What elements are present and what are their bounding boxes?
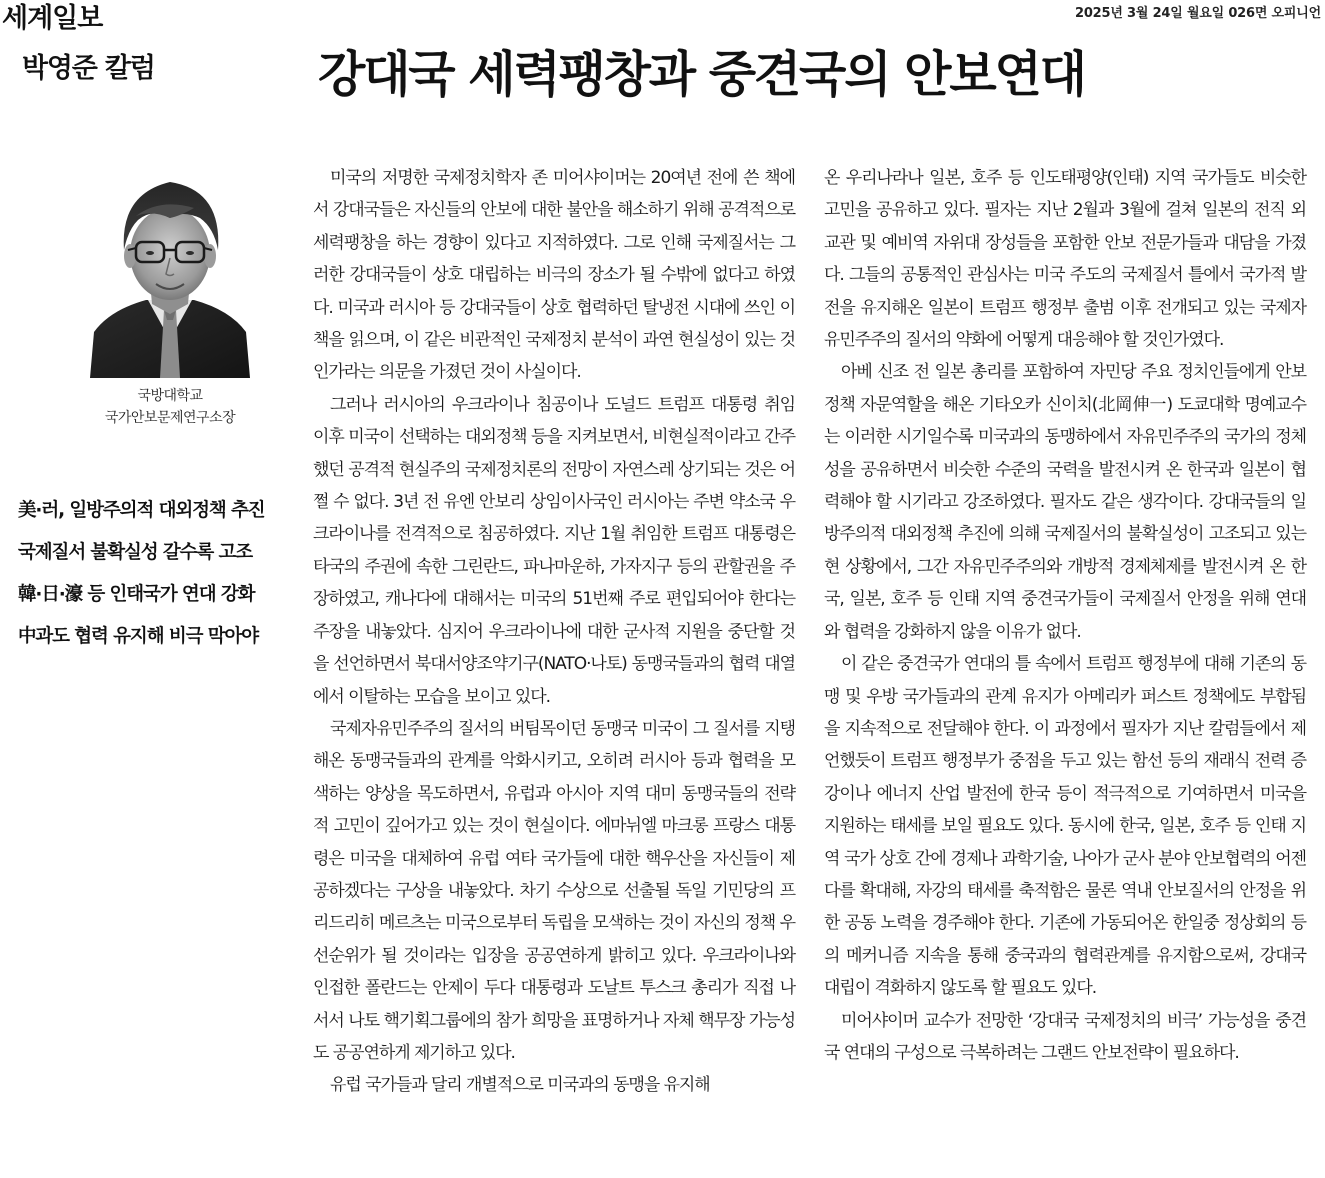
article-paragraph: 이 같은 중견국가 연대의 틀 속에서 트럼프 행정부에 대해 기존의 동맹 및 우방 국가들과의 관계 유지가 아메리카 퍼스트 정책에도 부합됨을 지속적으로 전달해야 한다. 이 과정에서 필자가 지난 칼럼들에서 제언했듯이 트럼프 행정부가 중점을 두고 있는 함선 등의 재래식 전력 증강이나 에너지 산업 발전에 한국 등이 적극적으로 기여하면서 미국을 지원하는 태세를 보일 필요도 있다. 동시에 한국, 일본, 호주 등 인태 지역 국가 상호 간에 경제나 과학기술, 나아가 군사 분야 안보협력의 어젠다를 확대해, 자강의 태세를 축적함은 물론 역내 안보질서의 안정을 위한 공동 노력을 경주해야 한다. 기존에 가동되어온 한일중 정상회의 등의 메커니즘 지속을 통해 중국과의 협력관계를 유지함으로써, 강대국 대립이 격화하지 않도록 할 필요도 있다. bbox=[824, 654, 1306, 999]
article-column-1 bbox=[313, 162, 795, 1102]
headline: 강대국 세력팽창과 중견국의 안보연대 bbox=[318, 46, 1085, 103]
article-paragraph: 그러나 러시아의 우크라이나 침공이나 도널드 트럼프 대통령 취임 이후 미국이 선택하는 대외정책 등을 지켜보면서, 비현실적이라고 간주했던 공격적 현실주의 국제정치론의 전망이 자연스레 상기되는 것은 어쩔 수 없다. 3년 전 유엔 안보리 상임이사국인 러시아는 주변 약소국 우크라이나를 전격적으로 침공하였다. 지난 1월 취임한 트럼프 대통령은 타국의 주권에 속한 그린란드, 파나마운하, 가자지구 등의 관할권을 주장하였고, 캐나다에 대해서는 미국의 51번째 주로 편입되어야 한다는 주장을 내놓았다. 심지어 우크라이나에 대한 군사적 지원을 중단할 것을 선언하면서 북대서양조약기구(NATO·나토) 동맹국들과의 협력 대열에서 이탈하는 모습을 보이고 있다. bbox=[313, 394, 795, 707]
deck-line: 韓·日·濠 등 인태국가 연대 강화 bbox=[18, 584, 255, 605]
author-affiliation-2: 국가안보문제연구소장 bbox=[104, 410, 236, 426]
article-paragraph: 온 우리나라나 일본, 호주 등 인도태평양(인태) 지역 국가들도 비슷한 고민을 공유하고 있다. 필자는 지난 2월과 3월에 걸쳐 일본의 전직 외교관 및 예비역 자위대 장성들을 포함한 안보 전문가들과 대담을 가졌다. 그들의 공통적인 관심사는 미국 주도의 국제질서 틀에서 국가적 발전을 유지해온 일본이 트럼프 행정부 출범 이후 전개되고 있는 국제자유민주주의 질서의 약화에 어떻게 대응해야 할 것인가였다. bbox=[824, 168, 1306, 351]
article-paragraph: 미어샤이머 교수가 전망한 ‘강대국 국제정치의 비극’ 가능성을 중견국 연대의 구성으로 극복하려는 그랜드 안보전략이 필요하다. bbox=[824, 1010, 1306, 1063]
masthead bbox=[0, 0, 1325, 34]
deck-line: 中과도 협력 유지해 비극 막아야 bbox=[18, 626, 259, 647]
article-paragraph: 국제자유민주주의 질서의 버팀목이던 동맹국 미국이 그 질서를 지탱해온 동맹국들과의 관계를 악화시키고, 오히려 러시아 등과 협력을 모색하는 양상을 목도하면서, 유럽과 아시아 지역 대미 동맹국들의 전략적 고민이 깊어가고 있는 것이 현실이다. 에마뉘엘 마크롱 프랑스 대통령은 미국을 대체하여 유럽 여타 국가들에 대한 핵우산을 자신들이 제공하겠다는 구상을 내놓았다. 차기 수상으로 선출될 독일 기민당의 프리드리히 메르츠는 미국으로부터 독립을 모색하는 것이 자신의 정책 우선순위가 될 것이라는 입장을 공공연하게 밝히고 있다. 우크라이나와 인접한 폴란드는 안제이 두다 대통령과 도날트 투스크 총리가 직접 나서서 나토 핵기획그룹에의 참가 희망을 표명하거나 자체 핵무장 가능성도 공공연하게 제기하고 있다. bbox=[313, 718, 795, 1063]
column-label: 박영준 칼럼 bbox=[22, 53, 155, 84]
article-paragraph: 미국의 저명한 국제정치학자 존 미어샤이머는 20여년 전에 쓴 책에서 강대국들은 자신들의 안보에 대한 불안을 해소하기 위해 공격적으로 세력팽창을 하는 경향이 있다고 지적하였다. 그로 인해 국제질서는 그러한 강대국들이 상호 대립하는 비극의 장소가 될 수밖에 없다고 하였다. 미국과 러시아 등 강대국들이 상호 협력하던 탈냉전 시대에 쓰인 이 책을 읽으며, 이 같은 비관적인 국제정치 분석이 과연 현실성이 있는 것인가라는 의문을 가졌던 것이 사실이다. bbox=[313, 168, 795, 383]
author-affiliation-1: 국방대학교 bbox=[137, 388, 203, 404]
deck-summary bbox=[18, 490, 308, 658]
paper-name: 세계일보 bbox=[2, 3, 103, 34]
edition-info: 2025년 3월 24일 월요일 026면 오피니언 bbox=[1074, 6, 1321, 21]
deck-line: 美·러, 일방주의적 대외정책 추진 bbox=[18, 500, 265, 521]
article-paragraph: 유럽 국가들과 달리 개별적으로 미국과의 동맹을 유지해 bbox=[330, 1075, 710, 1096]
author-caption bbox=[60, 385, 280, 429]
article-column-2 bbox=[824, 162, 1306, 1069]
author-photo bbox=[90, 172, 250, 378]
article-paragraph: 아베 신조 전 일본 총리를 포함하여 자민당 주요 정치인들에게 안보정책 자문역할을 해온 기타오카 신이치(北岡伸一) 도쿄대학 명예교수는 이러한 시기일수록 미국과의 동맹하에서 자유민주주의 국가의 정체성을 공유하면서 비슷한 수준의 국력을 발전시켜 온 한국과 일본이 협력해야 할 시기라고 강조하였다. 필자도 같은 생각이다. 강대국들의 일방주의적 대외정책 추진에 의해 국제질서의 불확실성이 고조되고 있는 현 상황에서, 그간 자유민주주의와 개방적 경제체제를 발전시켜 온 한국, 일본, 호주 등 인태 지역 중견국가들이 국제질서 안정을 위해 연대와 협력을 강화하지 않을 이유가 없다. bbox=[824, 362, 1306, 642]
deck-line: 국제질서 불확실성 갈수록 고조 bbox=[18, 542, 253, 563]
